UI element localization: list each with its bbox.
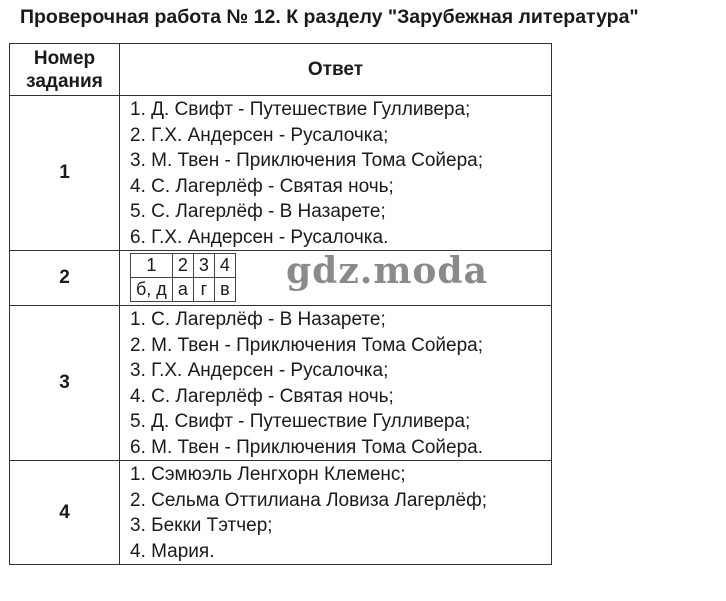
list-item: 4. Мария. bbox=[130, 540, 215, 562]
header-task-number-label: Номер задания bbox=[26, 47, 103, 92]
task-number: 1 bbox=[10, 96, 120, 251]
matching-key: 3 bbox=[193, 254, 214, 278]
list-item: 3. М. Твен - Приключения Тома Сойера; bbox=[130, 150, 484, 171]
list-item: 1. С. Лагерлёф - В Назарете; bbox=[130, 309, 386, 330]
matching-value: б, д bbox=[131, 278, 173, 302]
answer-list bbox=[130, 96, 551, 250]
list-item: 5. С. Лагерлёф - В Назарете; bbox=[130, 201, 386, 222]
answer-cell bbox=[120, 306, 552, 461]
answer-cell bbox=[120, 461, 552, 565]
list-item: 1. Сэмюэль Ленгхорн Клеменс; bbox=[130, 464, 406, 485]
list-item: 6. Г.Х. Андерсен - Русалочка. bbox=[130, 226, 389, 248]
list-item: 4. С. Лагерлёф - Святая ночь; bbox=[130, 385, 394, 407]
table-row bbox=[10, 461, 552, 565]
list-item: 2. Г.Х. Андерсен - Русалочка; bbox=[130, 124, 389, 146]
header-answer-label: Ответ bbox=[307, 58, 364, 80]
matching-value: в bbox=[214, 278, 235, 302]
matching-key: 2 bbox=[172, 254, 193, 278]
answer-list bbox=[130, 461, 551, 564]
list-item: 2. Сельма Оттилиана Ловиза Лагерлёф; bbox=[130, 489, 487, 511]
matching-values-row bbox=[131, 278, 236, 302]
list-item: 1. Д. Свифт - Путешествие Гулливера; bbox=[130, 99, 471, 120]
list-item: 4. С. Лагерлёф - Святая ночь; bbox=[130, 175, 394, 197]
page-title: Проверочная работа № 12. К разделу "Зарубежная литература" bbox=[20, 6, 639, 28]
task-number: 2 bbox=[10, 251, 120, 306]
table-header-row bbox=[10, 44, 552, 96]
list-item: 3. Бекки Тэтчер; bbox=[130, 515, 273, 536]
answers-table bbox=[9, 43, 552, 565]
table-row bbox=[10, 306, 552, 461]
list-item: 2. М. Твен - Приключения Тома Сойера; bbox=[130, 334, 484, 356]
watermark: gdz.moda bbox=[286, 250, 488, 292]
matching-value: г bbox=[193, 278, 214, 302]
header-answer bbox=[120, 44, 552, 96]
matching-keys-row bbox=[131, 254, 236, 278]
list-item: 6. М. Твен - Приключения Тома Сойера. bbox=[130, 436, 484, 458]
list-item: 3. Г.Х. Андерсен - Русалочка; bbox=[130, 360, 389, 381]
list-item: 5. Д. Свифт - Путешествие Гулливера; bbox=[130, 411, 471, 432]
task-number: 3 bbox=[10, 306, 120, 461]
matching-table bbox=[130, 253, 236, 302]
table-row bbox=[10, 96, 552, 251]
matching-key: 4 bbox=[214, 254, 235, 278]
header-task-number bbox=[10, 44, 120, 96]
task-number: 4 bbox=[10, 461, 120, 565]
matching-key: 1 bbox=[131, 254, 173, 278]
matching-value: а bbox=[172, 278, 193, 302]
answer-list bbox=[130, 306, 551, 460]
answer-cell bbox=[120, 96, 552, 251]
